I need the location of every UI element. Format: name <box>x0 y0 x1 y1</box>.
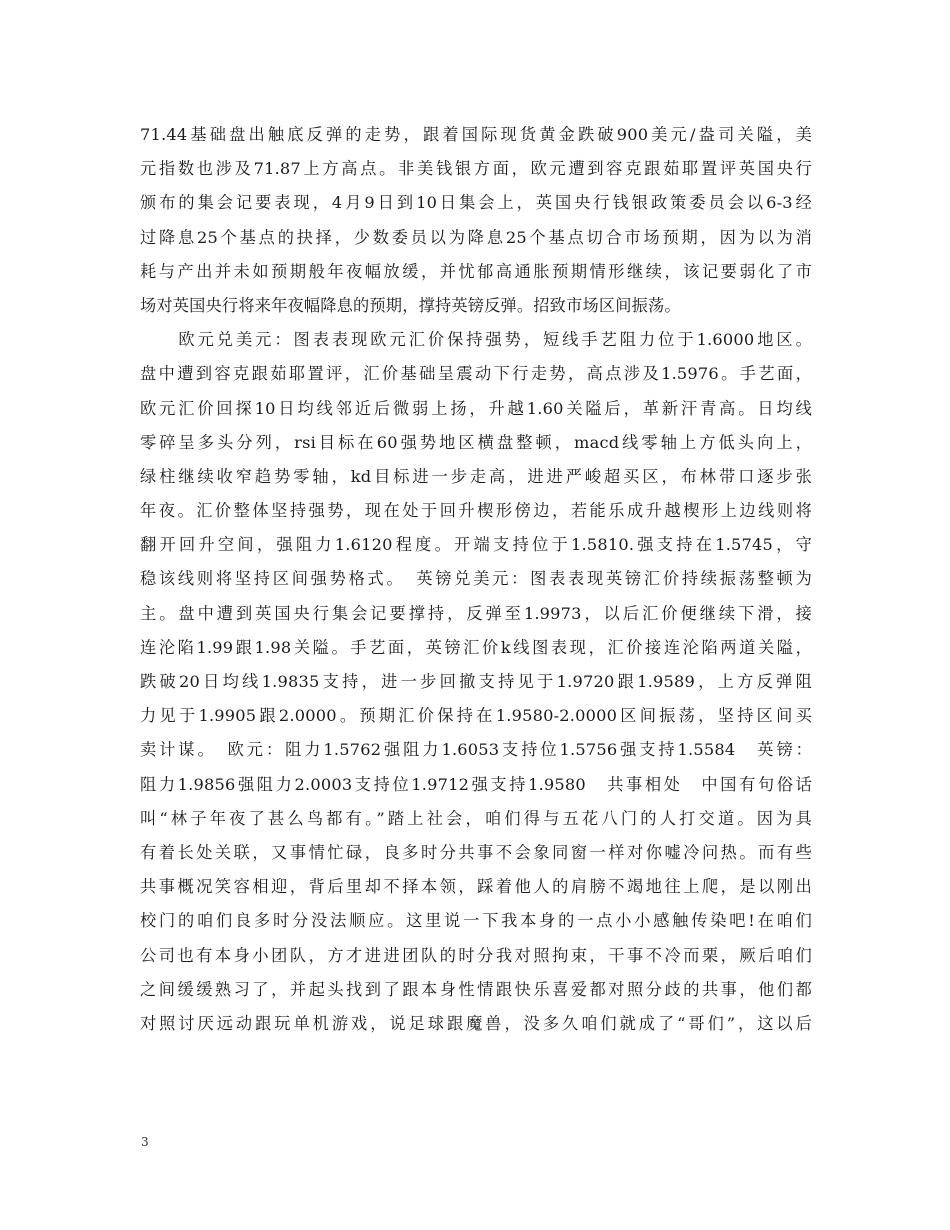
text-line: 欧元兑美元：图表表现欧元汇价保持强势，短线手艺阻力位于1.6000地区。 <box>140 330 812 350</box>
text-line: 校门的咱们良多时分没法顺应。这里说一下我本身的一点小小感触传染吧!在咱们 <box>140 911 812 931</box>
text-line: 年夜。汇价整体坚持强势，现在处于回升楔形傍边，若能乐成升越楔形上边线则将 <box>140 501 812 521</box>
text-line: 有着长处关联，又事情忙碌，良多时分共事不会象同窗一样对你嘘冷问热。而有些 <box>140 842 812 862</box>
text-line: 欧元汇价回探10日均线邻近后微弱上扬，升越1.60关隘后，革新汗青高。日均线 <box>140 398 812 418</box>
text-line: 连沦陷1.99跟1.98关隘。手艺面，英镑汇价k线图表现，汇价接连沦陷两道关隘， <box>140 637 812 657</box>
text-line: 稳该线则将坚持区间强势格式。 英镑兑美元：图表表现英镑汇价持续振荡整顿为 <box>140 569 812 589</box>
text-line: 叫“林子年夜了甚么鸟都有。”踏上社会，咱们得与五花八门的人打交道。因为具 <box>140 808 812 828</box>
text-line: 跌破20日均线1.9835支持，进一步回撤支持见于1.9720跟1.9589，上方反弹阻 <box>140 672 812 691</box>
text-line: 共事概况笑容相迎，背后里却不择本领，踩着他人的肩膀不竭地往上爬，是以刚出 <box>140 877 812 897</box>
text-line: 过降息25个基点的抉择，少数委员以为降息25个基点切合市场预期，因为以为消 <box>140 227 812 247</box>
text-line: 盘中遭到容克跟茹耶置评，汇价基础呈震动下行走势，高点涉及1.5976。手艺面， <box>140 364 812 384</box>
text-line: 力见于1.9905跟2.0000。预期汇价保持在1.9580-2.0000区间振荡，坚持区间买 <box>140 706 812 726</box>
text-line: 颁布的集会记要表现，4月9日到10日集会上，英国央行钱银政策委员会以6-3经 <box>140 193 812 213</box>
text-line: 公司也有本身小团队，方才进进团队的时分我对照拘束，干事不冷而栗，厥后咱们 <box>140 945 812 965</box>
page-number: 3 <box>141 1135 149 1149</box>
text-line: 耗与产出并未如预期般年夜幅放缓，并忧郁高通胀预期情形继续，该记要弱化了市 <box>140 261 812 281</box>
text-line: 对照讨厌远动跟玩单机游戏，说足球跟魔兽，没多久咱们就成了“哥们”，这以后 <box>140 1013 812 1033</box>
text-line: 绿柱继续收窄趋势零轴，kd目标进一步走高，进进严峻超买区，布林带口逐步张 <box>140 466 812 486</box>
text-line: 元指数也涉及71.87上方高点。非美钱银方面，欧元遭到容克跟茹耶置评英国央行 <box>140 159 812 179</box>
body-text <box>140 118 812 1041</box>
text-line: 71.44基础盘出触底反弹的走势，跟着国际现货黄金跌破900美元/盎司关隘，美 <box>140 125 812 144</box>
text-line: 之间缓缓熟习了，并起头找到了跟本身性情跟快乐喜爱都对照分歧的共事，他们都 <box>140 979 812 999</box>
text-line: 卖计谋。 欧元：阻力1.5762强阻力1.6053支持位1.5756强支持1.5584 英镑： <box>140 740 812 760</box>
text-line: 零碎呈多头分列，rsi目标在60强势地区横盘整顿，macd线零轴上方低头向上， <box>140 432 812 452</box>
text-line: 场对英国央行将来年夜幅降息的预期，撑持英镑反弹。招致市场区间振荡。 <box>140 295 681 315</box>
text-line: 翻开回升空间，强阻力1.6120程度。开端支持位于1.5810.强支持在1.5745，守 <box>140 535 812 555</box>
text-line: 主。盘中遭到英国央行集会记要撑持，反弹至1.9973，以后汇价便继续下滑，接 <box>140 603 812 623</box>
text-line: 阻力1.9856强阻力2.0003支持位1.9712强支持1.9580 共事相处 中国有句俗话 <box>140 774 812 794</box>
